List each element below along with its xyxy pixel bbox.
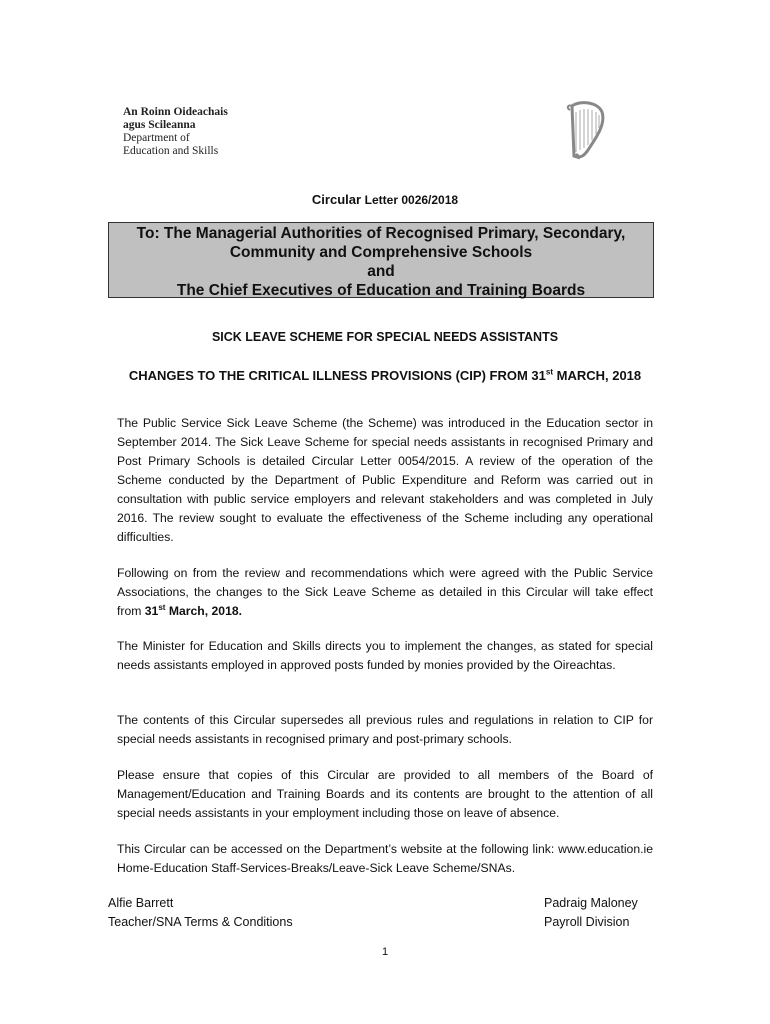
signatory-right — [544, 894, 638, 932]
signatory-left-name: Alfie Barrett — [108, 896, 174, 910]
harp-emblem-icon — [562, 98, 610, 162]
paragraph-3: The Minister for Education and Skills directs you to implement the changes, as stated for special needs assistants employed in approved posts funded by monies provided by the Oireachtas. — [117, 639, 653, 672]
paragraph-2 — [117, 564, 653, 621]
signatory-left-title: Teacher/SNA Terms & Conditions — [108, 915, 293, 929]
addressee-line4: The Chief Executives of Education and Training Boards — [176, 282, 586, 299]
paragraph-2-date-sup: st — [158, 602, 166, 612]
dept-english-line2: Education and Skills — [123, 145, 219, 157]
dept-english-line1: Department of — [123, 132, 190, 144]
paragraph-5: Please ensure that copies of this Circular are provided to all members of the Board of Management/Education and Training Boards and its contents are brought to the attention of all special needs assistants in your employment including those on leave of absence. — [117, 768, 653, 820]
dept-irish-line2: agus Scileanna — [123, 119, 196, 131]
circular-number — [0, 192, 770, 207]
circular-letter-number: Letter 0026/2018 — [364, 193, 459, 207]
paragraph-1: The Public Service Sick Leave Scheme (the Scheme) was introduced in the Education sector in September 2014. The Sick Leave Scheme for special needs assistants in recognised Primary and Post Primary Schools is detailed Circular Letter 0054/2015. A review of the operation of the Scheme conducted by the Department of Public Expenditure and Reform was carried out in consultation with public service employers and relevant stakeholders and was completed in July 2016. The review sought to evaluate the effectiveness of the Scheme including any operational difficulties. — [117, 416, 653, 544]
paragraph-2-date-rest: March, 2018. — [165, 604, 243, 618]
addressee-line1: To: The Managerial Authorities of Recognised Primary, Secondary, — [136, 225, 626, 242]
paragraph-2-text: Following on from the review and recommendations which were agreed with the Public Service Associations, the changes to the Sick Leave Scheme as detailed in this Circular will take effect from — [117, 566, 653, 618]
paragraph-4: The contents of this Circular supersedes all previous rules and regulations in relation to CIP for special needs assistants in recognised primary and post-primary schools. — [117, 713, 653, 746]
heading2-before: CHANGES TO THE CRITICAL ILLNESS PROVISIONS (CIP) FROM 31 — [128, 368, 546, 383]
heading2-after: MARCH, 2018 — [553, 368, 642, 383]
addressee-box — [108, 222, 654, 298]
department-logo-text — [123, 106, 228, 158]
page-number: 1 — [381, 946, 389, 958]
paragraph-2-date-day: 31 — [144, 604, 159, 618]
signatory-right-name: Padraig Maloney — [544, 896, 638, 910]
signatory-right-title: Payroll Division — [544, 915, 630, 929]
signatory-left — [108, 894, 293, 932]
paragraph-6: This Circular can be accessed on the Department’s website at the following link: www.education.ie Home-Education Staff-Services-Breaks/Leave-Sick Leave Scheme/SNAs. — [117, 842, 653, 875]
addressee-line2: Community and Comprehensive Schools — [229, 244, 533, 261]
addressee-line3: and — [367, 263, 395, 280]
heading-sick-leave-scheme: SICK LEAVE SCHEME FOR SPECIAL NEEDS ASSISTANTS — [211, 330, 559, 344]
circular-label: Circular — [311, 192, 362, 207]
heading-cip-changes — [0, 368, 770, 383]
heading2-sup: st — [545, 367, 553, 377]
dept-irish-line1: An Roinn Oideachais — [123, 106, 228, 118]
